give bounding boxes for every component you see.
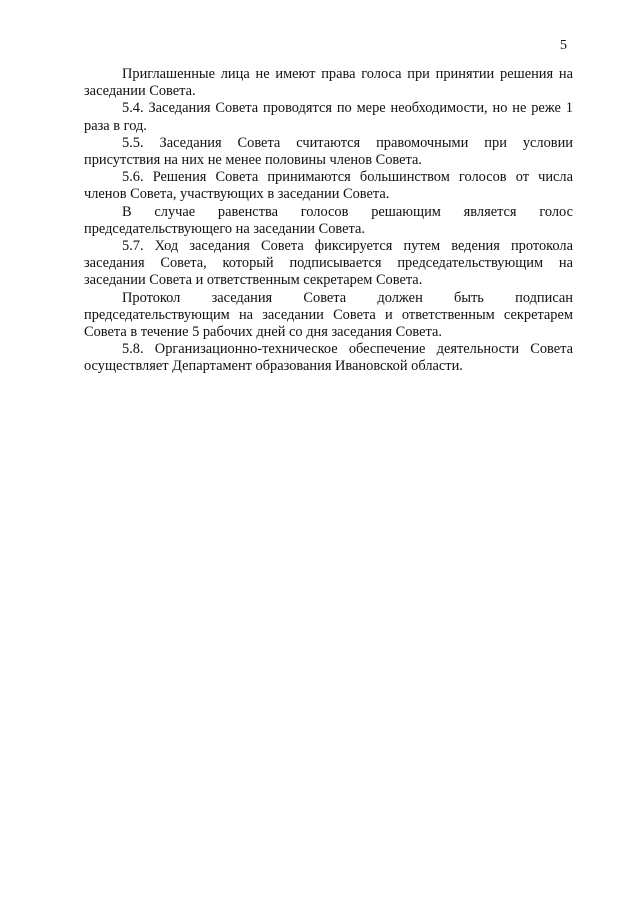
paragraph-5-5: 5.5. Заседания Совета считаются правомочными при условии присутствия на них не менее половины членов Совета. bbox=[84, 134, 573, 169]
paragraph-5-8: 5.8. Организационно-техническое обеспечение деятельности Совета осуществляет Департамент образования Ивановской области. bbox=[84, 341, 573, 375]
paragraph-5-6: 5.6. Решения Совета принимаются большинством голосов от числа членов Совета, участвующих в заседании Совета. bbox=[84, 169, 573, 203]
paragraph-protocol-signing: Протокол заседания Совета должен быть подписан председательствующим на заседании Совета и ответственным секретарем Совета в течение 5 рабочих дней со дня заседания Совета. bbox=[84, 289, 573, 341]
paragraph-5-4: 5.4. Заседания Совета проводятся по мере необходимости, но не реже 1 раза в год. bbox=[84, 100, 573, 134]
document-body bbox=[84, 66, 573, 376]
page-number: 5 bbox=[560, 38, 567, 53]
paragraph-5-7: 5.7. Ход заседания Совета фиксируется путем ведения протокола заседания Совета, который подписывается председательствующим на заседании Совета и ответственным секретарем Совета. bbox=[84, 238, 573, 289]
paragraph-invited-persons: Приглашенные лица не имеют права голоса при принятии решения на заседании Совета. bbox=[84, 66, 573, 100]
paragraph-tie-vote: В случае равенства голосов решающим является голос председательствующего на заседании Совета. bbox=[84, 203, 573, 237]
